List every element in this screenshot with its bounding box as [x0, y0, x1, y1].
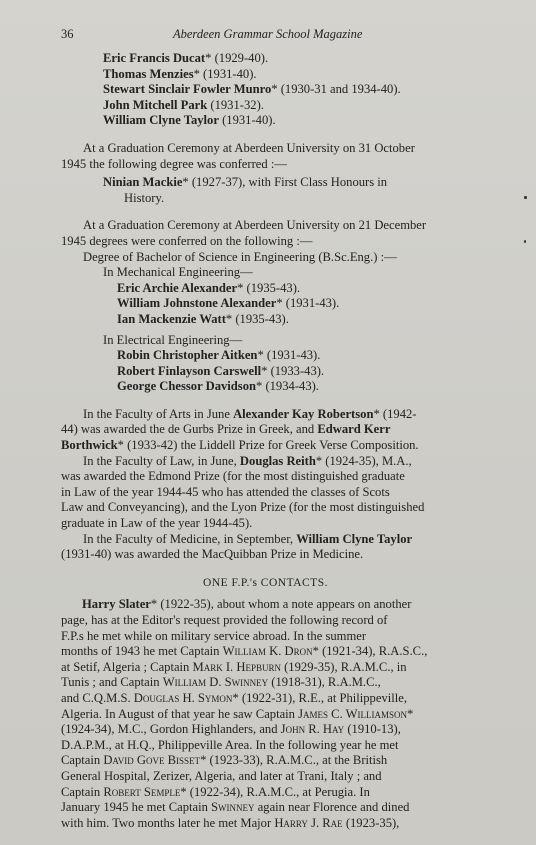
smallcaps-name: Swinney — [211, 800, 255, 815]
text-run: General Hospital, Zerizer, Algeria, and later at Trani, Italy ; and — [61, 768, 382, 783]
text-run: Algeria. In August of that year he saw Captain — [61, 706, 299, 721]
text-run: * (1922-34), R.A.M.C., at Perugia. In — [180, 784, 370, 799]
text-run: (1918-31), R.A.M.C., — [268, 675, 381, 690]
list-item: William Clyne Taylor (1931-40). — [103, 113, 276, 128]
text-run: * (1921-34), R.A.S.C., — [312, 644, 428, 659]
contacts-paragraph — [61, 597, 470, 831]
page-header — [61, 27, 471, 43]
page-blemish — [524, 196, 527, 199]
law-paragraph: In the Faculty of Law, in June, Douglas Reith* (1924-35), M.A., was awarded the Edmond Prize (for the most distinguished graduate in Law of the year 1944-45 who has attended the classes of Scots Law and Conveyancing), and the Lyon Prize (for the most distinguished graduate in Law of the year 1944-45). — [61, 453, 425, 531]
text-run: * (1922-31), R.E., at Philippeville, — [232, 690, 407, 705]
text-line — [61, 769, 470, 785]
list-item: John Mitchell Park (1931-32). — [103, 97, 264, 112]
text-run: Captain — [61, 784, 104, 799]
text-line — [61, 816, 470, 832]
mackie-entry: Ninian Mackie* (1927-37), with First Class Honours in History. — [103, 175, 388, 205]
smallcaps-name: William K. Dron — [222, 644, 313, 659]
text-line — [61, 644, 470, 660]
text-run: with him. Two months later he met Major — [61, 815, 275, 830]
running-title: Aberdeen Grammar School Magazine — [173, 27, 363, 41]
text-run: and C.Q.M.S. — [61, 690, 134, 705]
elec-list — [61, 348, 470, 395]
smallcaps-name: James C. Williamson — [298, 706, 408, 721]
graduation-december-paragraph: At a Graduation Ceremony at Aberdeen University on 21 December 1945 degrees were conferred on the following :— Degree of Bachelor of Science in Engineering (B.Sc.Eng.) :— In Mechanical Engineering— Eric Archie Alexander* (1935-43). William Johnstone Alexander* (1931-43). Ian Mackenzie Watt* (1935-43). In Electrical Engineering— Robin Christopher Aitken* (1931-43). Robert Finlayson Carswell* (1933-43). George Chessor Davidson* (1934-43). — [61, 218, 470, 395]
smallcaps-name: Robert Semple — [103, 784, 181, 799]
mech-heading: In Mechanical Engineering— — [103, 265, 253, 280]
smallcaps-name: Mark I. Hepburn — [192, 659, 281, 674]
text-run: Captain — [61, 753, 104, 768]
text-line — [61, 691, 470, 707]
smallcaps-name: Douglas H. Symon — [133, 690, 233, 705]
section-heading: ONE F.P.'s CONTACTS. — [203, 576, 328, 589]
text-line — [61, 675, 470, 691]
text-line — [61, 613, 470, 629]
text-run: again near Florence and dined — [254, 800, 410, 815]
text-line — [61, 722, 470, 738]
page-number: 36 — [61, 27, 74, 41]
smallcaps-name: David Gove Bisset — [103, 753, 201, 768]
text-run: F.P.s he met while on military service abroad. In the summer — [61, 628, 367, 643]
arts-paragraph: In the Faculty of Arts in June Alexander Kay Robertson* (1942- 44) was awarded the de Gurbs Prize in Greek, and Edward Kerr Borthwick* (1933-42) the Liddell Prize for Greek Verse Composition. — [61, 406, 419, 453]
text-run: January 1945 he met Captain — [61, 800, 212, 815]
text-run: months of 1943 he met Captain — [61, 644, 223, 659]
text-run: (1910-13), — [344, 722, 401, 737]
text-line — [61, 738, 470, 754]
list-item: Robert Finlayson Carswell* (1933-43). — [117, 363, 325, 378]
elec-heading: In Electrical Engineering— — [103, 332, 243, 347]
text-run: (1929-35), R.A.M.C., in — [280, 659, 407, 674]
text-line — [61, 753, 470, 769]
smallcaps-name: Harry J. Rae — [274, 815, 343, 830]
list-item: Thomas Menzies* (1931-40). — [103, 66, 257, 81]
text-run: * (1922-35), about whom a note appears on another — [150, 597, 412, 612]
names-list-top — [61, 51, 470, 129]
graduation-october-paragraph: At a Graduation Ceremony at Aberdeen University on 31 October 1945 the following degree was conferred :— Ninian Mackie* (1927-37), with First Class Honours in History. — [61, 141, 470, 206]
article-body — [61, 51, 470, 831]
degree-line: Degree of Bachelor of Science in Engineering (B.Sc.Eng.) :— — [83, 249, 397, 264]
list-item: Eric Archie Alexander* (1935-43). — [117, 280, 301, 295]
list-item: Robin Christopher Aitken* (1931-43). — [117, 348, 321, 363]
text-run: * — [407, 706, 414, 721]
text-run: page, has at the Editor's request provided the following record of — [61, 613, 388, 627]
text-line — [61, 800, 470, 816]
medicine-paragraph: In the Faculty of Medicine, in September, William Clyne Taylor (1931-40) was awarded the MacQuibban Prize in Medicine. — [61, 531, 413, 562]
list-item: William Johnstone Alexander* (1931-43). — [117, 296, 340, 311]
bold-name: Harry Slater — [82, 597, 151, 612]
smallcaps-name: John R. Hay — [280, 722, 345, 737]
list-item: Eric Francis Ducat* (1929-40). — [103, 51, 269, 65]
text-run: at Setif, Algeria ; Captain — [61, 659, 193, 674]
text-line — [61, 597, 470, 613]
smallcaps-name: William D. Swinney — [162, 675, 269, 690]
text-run: * (1923-33), R.A.M.C., at the British — [200, 753, 388, 768]
list-item: George Chessor Davidson* (1934-43). — [117, 379, 319, 394]
text-run: (1923-35), — [342, 815, 400, 830]
text-run: Tunis ; and Captain — [61, 675, 163, 690]
text-line — [61, 785, 470, 801]
list-item: Stewart Sinclair Fowler Munro* (1930-31 and 1934-40). — [103, 82, 401, 97]
page-blemish — [524, 240, 526, 243]
mech-list — [61, 281, 470, 328]
text-run: D.A.P.M., at H.Q., Philippeville Area. In the following year he met — [61, 737, 399, 752]
list-item: Ian Mackenzie Watt* (1935-43). — [117, 311, 289, 326]
text-run: (1924-34), M.C., Gordon Highlanders, and — [61, 722, 281, 737]
text-line — [61, 660, 470, 676]
text-line — [61, 707, 470, 723]
text-line — [61, 629, 470, 645]
